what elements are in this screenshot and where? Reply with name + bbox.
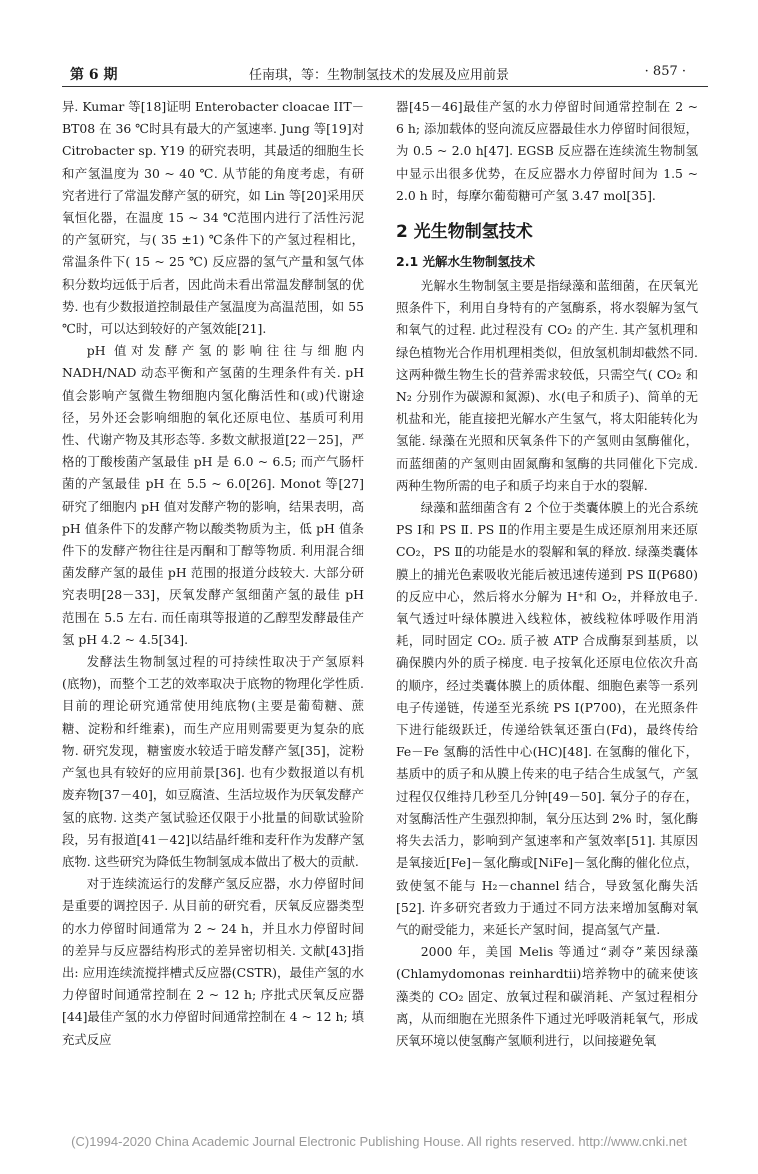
paragraph: 异. Kumar 等[18]证明 Enterobacter cloacae IIT－BT08 在 36 ℃时具有最大的产氢速率. Jung 等[19]对 Citrobacter sp. Y19 的研究表明，其最适的细胞生长和产氢温度为 30 ~ 40 ℃. 从节能的角度考虑，有研究者进行了常温发酵产氢的研究，如 Lin 等[20]采用厌氧恒化器，在温度 15 ~ 34 ℃范围内进行了活性污泥的产氢研究，与( 35 ±1) ℃条件下的产氢过程相比，常温条件下( 15 ~ 25 ℃) 反应器的氢气产量和氢气体积分数均远低于后者，因此尚未看出常温发酵制氢的优势. 也有少数报道控制最佳产氢温度为高温范围，如 55 ℃时，可以达到较好的产氢效能[21]. bbox=[62, 99, 364, 337]
paragraph: 对于连续流运行的发酵产氢反应器，水力停留时间是重要的调控因子. 从目前的研究看，厌氧反应器类型的水力停留时间通常为 2 ~ 24 h，并且水力停留时间的差异与反应器结构形式的差异密切相关. 文献[43]指出: 应用连续流搅拌槽式反应器(CSTR)，最佳产氢的水力停留时间通常控制在 2 ~ 12 h; 序批式厌氧反应器[44]最佳产氢的水力停留时间通常控制在 4 ~ 12 h; 填充式反应 bbox=[62, 876, 364, 1047]
subsection-title: 2.1 光解水生物制氢技术 bbox=[396, 254, 535, 270]
paragraph: 光解水生物制氢主要是指绿藻和蓝细菌，在厌氧光照条件下，利用自身特有的产氢酶系，将水裂解为氢气和氧气的过程. 此过程没有 CO₂ 的产生. 其产氢机理和绿色植物光合作用机理相类似，但放氢机制却截然不同. 这两种微生物生长的营养需求较低，只需空气( CO₂ 和 N₂ 分别作为碳源和氮源)、水(电子和质子)、简单的无机盐和光，能直接把光解水产生氢气，将太阳能转化为氢能. 绿藻在光照和厌氧条件下的产氢则由氢酶催化，而蓝细菌的产氢则由固氮酶和氢酶的共同催化下完成. 两种生物所需的电子和质子均来自于水的裂解. bbox=[396, 278, 698, 493]
issue-label: 第 6 期 bbox=[70, 67, 118, 83]
paragraph: 绿藻和蓝细菌含有 2 个位于类囊体膜上的光合系统 PS Ⅰ和 PS Ⅱ. PS Ⅱ的作用主要是生成还原剂用来还原 CO₂，PS Ⅱ的功能是水的裂解和氧的释放. 绿藻类囊体膜上的捕光色素吸收光能后被迅速传递到 PS Ⅱ(P680)的反应中心，然后将水分解为 H⁺和 O₂，并释放电子. 氧气透过叶绿体膜进入线粒体，被线粒体呼吸作用消耗，同时固定 CO₂. 质子被 ATP 合成酶泵到基质，以确保膜内外的质子梯度. 电子按氧化还原电位依次升高的顺序，经过类囊体膜上的质体醌、细胞色素等一系列电子传递链，传递至光系统 PS Ⅰ(P700)，在光照条件下进行能级跃迁，传递给铁氧还蛋白(Fd)，最终传给 Fe－Fe 氢酶的活性中心(HC)[48]. 在氢酶的催化下，基质中的质子和从膜上传来的电子结合生成氢气，产氢过程仅仅维持几秒至几分钟[49－50]. 氧分子的存在，对氢酶活性产生强烈抑制，氧分压达到 2% 时，氢化酶将失去活力，影响到产氢速率和产氢效率[51]. 其原因是氧接近[Fe]－氢化酶或[NiFe]－氢化酶的催化位点，致使氢不能与 H₂－channel 结合，导致氢化酶失活[52]. 许多研究者致力于通过不同方法来增加氢酶对氧气的耐受能力，来延长产氢时间，提高氢气产量. bbox=[396, 500, 698, 937]
paragraph: 发酵法生物制氢过程的可持续性取决于产氢原料(底物)，而整个工艺的效率取决于底物的物理化学性质. 目前的理论研究通常使用纯底物(主要是葡萄糖、蔗糖、淀粉和纤维素)，而生产应用则需要更为复杂的底物. 研究发现，糖蜜废水较适于暗发酵产氢[35]，淀粉产氢也具有较好的应用前景[36]. 也有少数报道以有机废弃物[37－40]，如豆腐渣、生活垃圾作为厌氧发酵产氢的底物. 这类产氢试验还仅限于小批量的间歇试验阶段，另有报道[41－42]以结晶纤维和麦秆作为发酵产氢底物. 这些研究为降低生物制氢成本做出了极大的贡献. bbox=[62, 654, 364, 869]
paragraph: 器[45－46]最佳产氢的水力停留时间通常控制在 2 ~ 6 h; 添加载体的竖向流反应器最佳水力停留时间很短，为 0.5 ~ 2.0 h[47]. EGSB 反应器在连续流生物制氢中显示出很多优势，在反应器水力停留时间为 1.5 ~ 2.0 h 时，每摩尔葡萄糖可产氢 3.47 mol[35]. bbox=[396, 99, 698, 203]
running-title: 任南琪，等：生物制氢技术的发展及应用前景 bbox=[248, 68, 509, 83]
header-rule bbox=[62, 86, 708, 87]
paragraph: 2000 年，美国 Melis 等通过“剥夺”莱因绿藻(Chlamydomonas reinhardtii)培养物中的硫来使该藻类的 CO₂ 固定、放氧过程和碳消耗、产氢过程相分离，从而细胞在光照条件下通过光呼吸消耗氧气，形成厌氧环境以使氢酶产氢顺利进行，以间接避免氧 bbox=[396, 944, 698, 1048]
right-column bbox=[396, 96, 698, 1052]
page-number: · 857 · bbox=[644, 64, 686, 79]
left-column bbox=[62, 96, 364, 1051]
copyright-footer: (C)1994-2020 China Academic Journal Electronic Publishing House. All rights reserved. http://www.cnki.net bbox=[71, 1134, 687, 1149]
page-header bbox=[0, 0, 758, 88]
paragraph: pH 值对发酵产氢的影响往往与细胞内 NADH/NAD 动态平衡和产氢菌的生理条件有关. pH 值会影响产氢微生物细胞内氢化酶活性和(或)代谢途径，另外还会影响细胞的氧化还原电位、基质可利用性、代谢产物及其形态等. 多数文献报道[22－25]，严格的丁酸梭菌产氢最佳 pH 是 6.0 ~ 6.5; 而产气肠杆菌的产氢最佳 pH 在 5.5 ~ 6.0[26]. Monot 等[27]研究了细胞内 pH 值对发酵产物的影响，结果表明，高 pH 值条件下的发酵产物以酸类物质为主，低 pH 值条件下的发酵产物往往是丙酮和丁醇等物质. 利用混合细菌发酵产氢的最佳 pH 范围的报道分歧较大. 大部分研究表明[28－33]，厌氧发酵产氢细菌产氢的最佳 pH 范围在 5.5 左右. 而任南琪等报道的乙醇型发酵最佳产氢 pH 4.2 ~ 4.5[34]. bbox=[62, 343, 364, 647]
section-title: 2 光生物制氢技术 bbox=[396, 222, 533, 243]
